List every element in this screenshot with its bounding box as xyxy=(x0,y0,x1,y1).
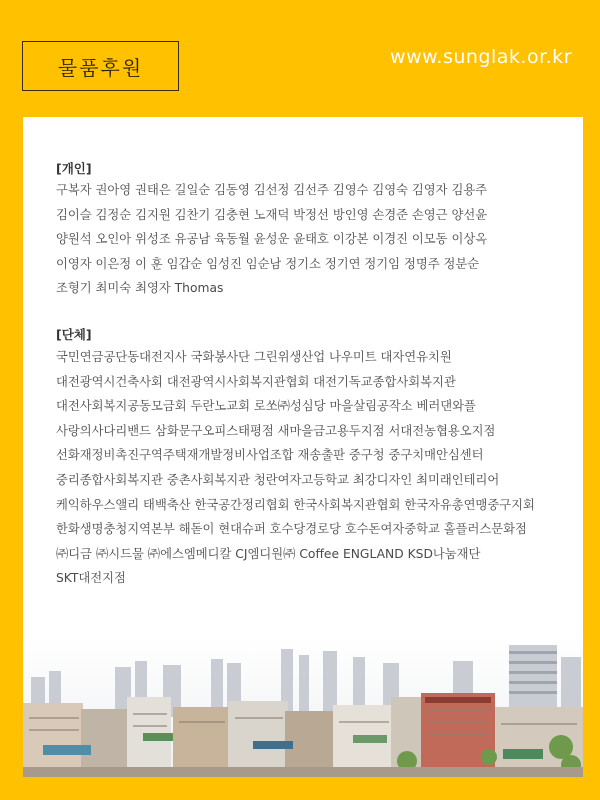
groups-line: 사랑의사다리밴드 삼화문구오피스태평점 새마을금고용두지점 서대전농협용오지점 xyxy=(56,423,496,438)
donor-card xyxy=(23,117,583,777)
individuals-line: 구복자 권아영 권태은 길일순 김동영 김선정 김선주 김영수 김영숙 김영자 김용주 xyxy=(56,183,488,197)
individuals-list xyxy=(56,178,571,301)
groups-line: SKT대전지점 xyxy=(56,571,126,586)
groups-line: 케익하우스앨리 태백축산 한국공간정리협회 한국사회복지관협회 한국자유총연맹중구지회 xyxy=(56,497,535,512)
groups-line: 국민연금공단동대전지사 국화봉사단 그린위생산업 나우미트 대자연유치원 xyxy=(56,350,452,364)
individuals-line: 양원석 오인아 위성조 유공남 육동월 윤성운 윤태호 이강본 이경진 이모동 이상옥 xyxy=(56,232,488,247)
groups-list xyxy=(56,345,571,591)
groups-line: 한화생명충청지역본부 해돋이 현대슈퍼 호수당경로당 호수돈여자중학교 홀플러스문화점 xyxy=(56,522,527,537)
groups-line: 대전광역시건축사회 대전광역시사회복지관협회 대전기독교종합사회복지관 xyxy=(56,374,456,389)
page-title: 물품후원 xyxy=(57,55,144,80)
groups-line: ㈜디금 ㈜시드물 ㈜에스엠메디칼 CJ엠디원㈜ Coffee ENGLAND KSD나눔재단 xyxy=(56,546,481,561)
individuals-line: 조형기 최미숙 최영자 Thomas xyxy=(56,281,224,296)
groups-line: 대전사회복지공동모금회 두란노교회 로쏘㈜성심당 마을살림공작소 베러댄와플 xyxy=(56,399,476,414)
individuals-line: 이영자 이은정 이 훈 임갑순 임성진 임순남 정기소 정기연 정기임 정명주 정분순 xyxy=(56,256,480,271)
groups-line: 선화재정비촉진구역주택재개발정비사업조합 재송출판 중구청 중구치매안심센터 xyxy=(56,448,484,463)
groups-line: 중리종합사회복지관 중촌사회복지관 청란여자고등학교 최강디자인 최미래인테리어 xyxy=(56,472,500,487)
website-url[interactable]: www.sunglak.or.kr xyxy=(390,46,572,68)
individuals-heading: [개인] xyxy=(56,161,92,176)
individuals-line: 김이슬 김정순 김지원 김찬기 김충현 노재덕 박정선 방인영 손경준 손영근 양선윤 xyxy=(56,207,488,222)
groups-heading: [단체] xyxy=(56,327,92,342)
cityscape-photo xyxy=(23,637,583,777)
title-box xyxy=(22,41,179,91)
